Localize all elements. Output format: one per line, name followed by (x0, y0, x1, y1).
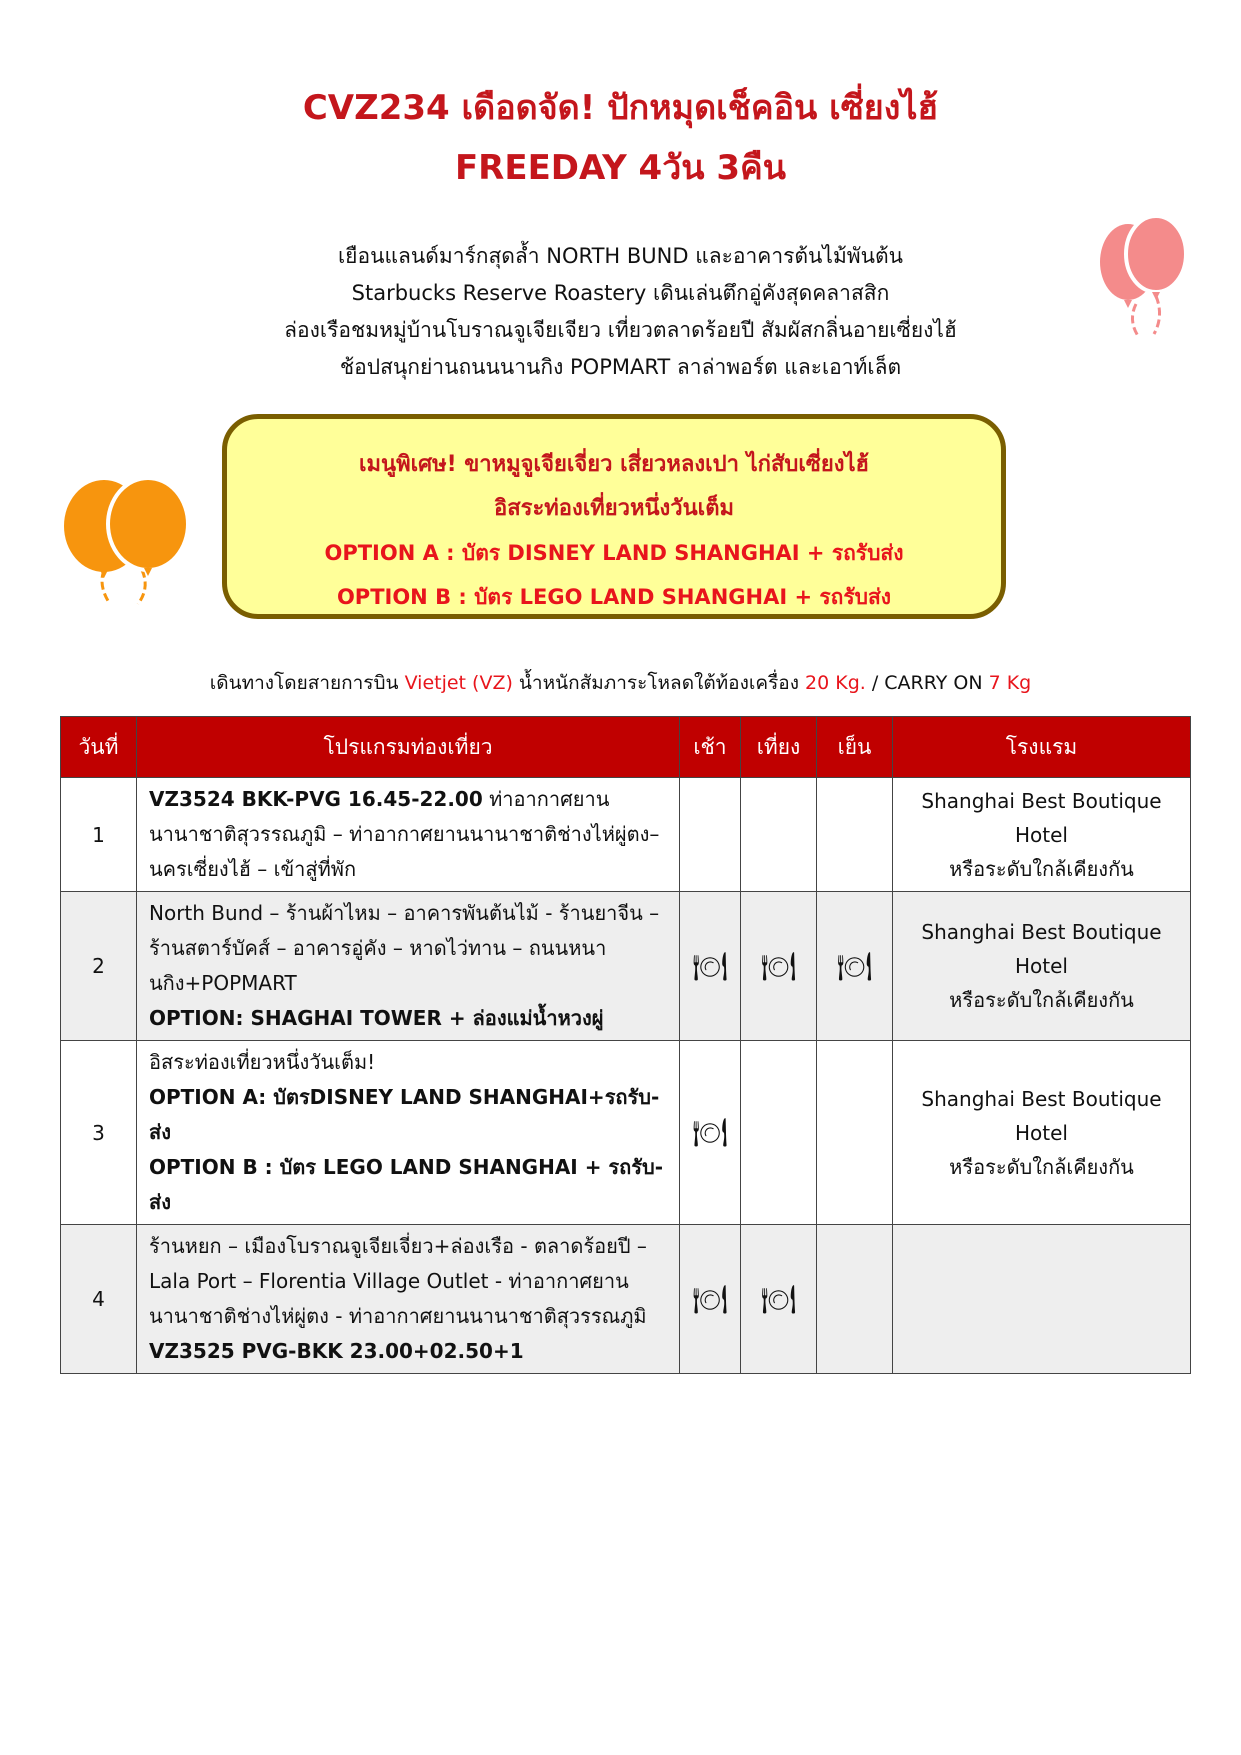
special-menu-line: เมนูพิเศษ! ขาหมูจูเจียเจี่ยว เสี่ยวหลงเปา ไก่สับเซี่ยงไฮ้ (359, 452, 869, 477)
hotel-note: หรือระดับใกล้เคียงกัน (949, 988, 1134, 1012)
intro-line-4: ช้อปสนุกย่านถนนนานกิง POPMART ลาล่าพอร์ต และเอาท์เล็ต (339, 355, 902, 379)
hotel-name-cont: Hotel (1015, 1120, 1068, 1145)
hotel-cell (893, 1041, 1191, 1225)
hotel-note: หรือระดับใกล้เคียงกัน (949, 856, 1134, 881)
intro-line-1: เยือนแลนด์มาร์กสุดล้ำ NORTH BUND และอาคารต้นไม้พันต้น (338, 244, 903, 268)
hotel-name-cont: Hotel (1015, 822, 1068, 847)
hotel-cell (893, 778, 1191, 892)
hotel-name: Shanghai Best Boutique (921, 788, 1162, 813)
program-option-a: OPTION A: บัตรDISNEY LAND SHANGHAI+รถรับ-ส่ง (149, 1085, 660, 1144)
program-cell (137, 892, 680, 1041)
table-row (61, 1225, 1191, 1374)
travel-prefix: เดินทางโดยสายการบิน (209, 672, 405, 694)
program-text: ร้านหยก – เมืองโบราณจูเจียเจี่ยว+ล่องเรือ - ตลาดร้อยปี – Lala Port – Florentia Village Outlet - ท่าอากาศยานนานาชาติช่างไห่ผู่ตง - ท่าอากาศยานนานาชาติสุวรรณภูมิ (149, 1234, 647, 1328)
pink-balloons-icon (1098, 212, 1188, 342)
header-program: โปรแกรมท่องเที่ยว (137, 717, 680, 778)
breakfast-cell (680, 892, 741, 1041)
header-hotel: โรงแรม (893, 717, 1191, 778)
breakfast-cell (680, 1225, 741, 1374)
header-breakfast: เช้า (680, 717, 741, 778)
meal-icon: 🍽 (760, 949, 797, 983)
program-cell (137, 1041, 680, 1225)
header-lunch: เที่ยง (741, 717, 817, 778)
option-a-line: OPTION A : บัตร DISNEY LAND SHANGHAI + รถรับส่ง (324, 541, 904, 565)
carry-on-weight: 7 Kg (988, 672, 1032, 694)
table-row (61, 778, 1191, 892)
program-bold: OPTION: SHAGHAI TOWER + ล่องแม่น้ำหวงผู่ (149, 1006, 604, 1030)
meal-icon: 🍽 (692, 1282, 728, 1316)
title-line-2: FREEDAY 4วัน 3คืน (454, 148, 787, 188)
lunch-cell (741, 1225, 817, 1374)
table-row (61, 892, 1191, 1041)
breakfast-cell (680, 778, 741, 892)
header-day: วันที่ (61, 717, 137, 778)
hotel-name: Shanghai Best Boutique (921, 920, 1162, 944)
free-day-line: อิสระท่องเที่ยวหนึ่งวันเต็ม (494, 496, 734, 521)
carry-on-text: / CARRY ON (865, 672, 989, 694)
meal-icon: 🍽 (760, 1282, 797, 1316)
program-option-b: OPTION B : บัตร LEGO LAND SHANGHAI + รถรับ-ส่ง (149, 1155, 664, 1214)
hotel-cell (893, 892, 1191, 1041)
table-header-row (61, 717, 1191, 778)
program-bold: VZ3524 BKK-PVG 16.45-22.00 (149, 787, 483, 811)
program-cell (137, 778, 680, 892)
day-number: 4 (61, 1225, 137, 1374)
table-row (61, 1041, 1191, 1225)
day-number: 2 (61, 892, 137, 1041)
hotel-cell (893, 1225, 1191, 1374)
program-cell (137, 1225, 680, 1374)
intro-line-3: ล่องเรือชมหมู่บ้านโบราณจูเจียเจียว เที่ยวตลาดร้อยปี สัมผัสกลิ่นอายเซี่ยงไฮ้ (284, 318, 957, 342)
meal-icon: 🍽 (692, 949, 728, 983)
hotel-note: หรือระดับใกล้เคียงกัน (949, 1154, 1134, 1179)
header-dinner: เย็น (817, 717, 893, 778)
day-number: 1 (61, 778, 137, 892)
meal-icon: 🍽 (836, 949, 873, 983)
hotel-name-cont: Hotel (1015, 954, 1068, 978)
dinner-cell (817, 1041, 893, 1225)
baggage-weight: 20 Kg. (805, 672, 866, 694)
lunch-cell (741, 1041, 817, 1225)
day-number: 3 (61, 1041, 137, 1225)
dinner-cell (817, 778, 893, 892)
airline-name: Vietjet (VZ) (404, 672, 513, 694)
highlight-box (222, 414, 1006, 619)
lunch-cell (741, 778, 817, 892)
program-text: North Bund – ร้านผ้าไหม – อาคารพันต้นไม้ - ร้านยาจีน – ร้านสตาร์บัคส์ – อาคารอู่คัง – หาดไว่ทาน – ถนนหนานกิง+POPMART (149, 901, 660, 995)
meal-icon: 🍽 (692, 1116, 728, 1149)
dinner-cell (817, 1225, 893, 1374)
breakfast-cell (680, 1041, 741, 1225)
intro-text (0, 238, 1241, 386)
title-line-1: CVZ234 เดือดจัด! ปักหมุดเช็คอิน เซี่ยงไฮ้ (302, 88, 939, 128)
dinner-cell (817, 892, 893, 1041)
travel-info (0, 668, 1241, 698)
program-text: ท่าอากาศยานนานาชาติสุวรรณภูมิ – ท่าอากาศยานนานาชาติช่างไห่ผู่ตง– นครเซี่ยงไฮ้ – เข้าสู่ที่พัก (149, 787, 660, 881)
option-b-line: OPTION B : บัตร LEGO LAND SHANGHAI + รถรับส่ง (336, 585, 892, 609)
orange-balloons-icon (62, 470, 192, 610)
hotel-name: Shanghai Best Boutique (921, 1086, 1162, 1111)
program-text: อิสระท่องเที่ยวหนึ่งวันเต็ม! (149, 1050, 376, 1074)
baggage-text: น้ำหนักสัมภาระโหลดใต้ท้องเครื่อง (512, 672, 806, 694)
intro-line-2: Starbucks Reserve Roastery เดินเล่นตึกอู่คังสุดคลาสสิก (351, 281, 890, 305)
lunch-cell (741, 892, 817, 1041)
itinerary-table (60, 716, 1191, 1374)
program-bold: VZ3525 PVG-BKK 23.00+02.50+1 (149, 1339, 524, 1363)
